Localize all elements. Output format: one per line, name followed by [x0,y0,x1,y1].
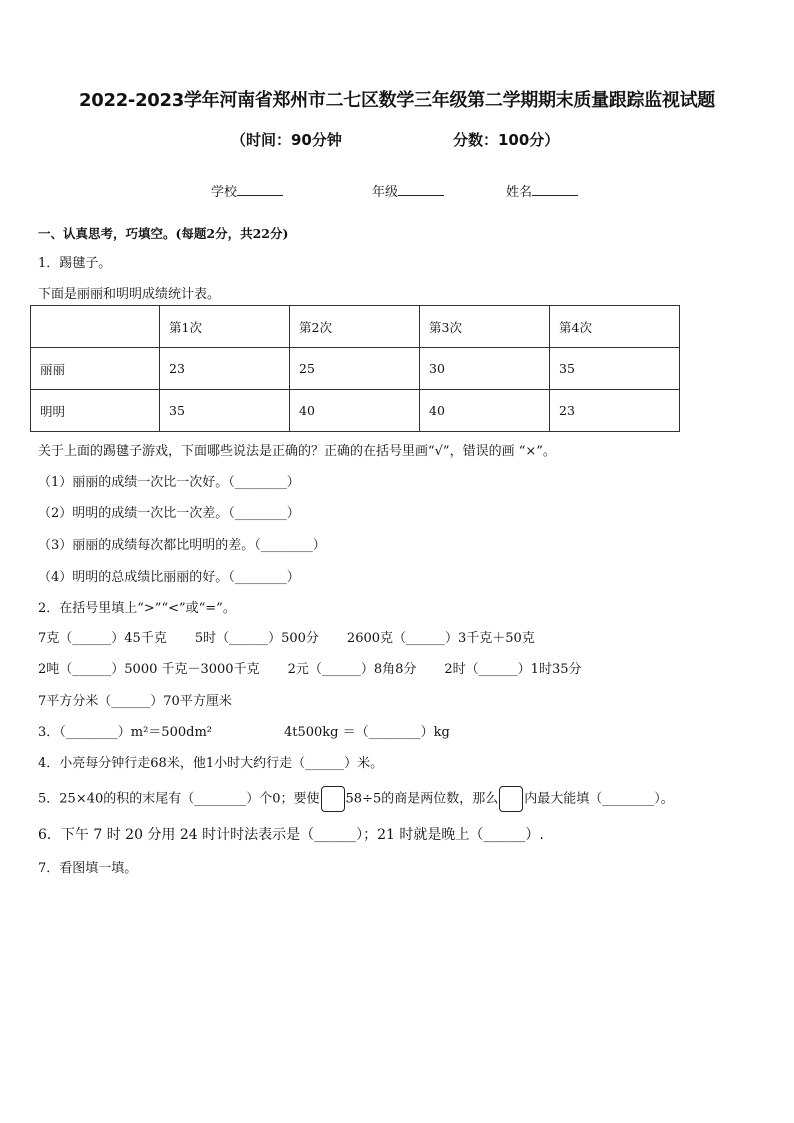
table-cell: 40 [290,390,420,432]
school-label: 学校 [211,185,238,200]
q2-title: 2．在括号里填上“>”“<”或“=”。 [38,601,236,616]
table-cell: 第4次 [550,306,680,348]
table-cell: 40 [420,390,550,432]
q1-item-1[interactable]: （1）丽丽的成绩一次比一次好。（________） [38,475,300,490]
q2-item[interactable]: 2时（______）1时35分 [444,662,582,677]
table-cell: 23 [550,390,680,432]
table-cell: 25 [290,348,420,390]
q2-item[interactable]: 7克（______）45千克 [38,631,167,646]
table-cell: 第1次 [160,306,290,348]
name-label: 姓名 [506,185,533,200]
time-limit: （时间：90分钟 [231,131,342,149]
q1-title: 1．踢毽子。 [38,256,112,271]
table-cell: 30 [420,348,550,390]
q1-item-2[interactable]: （2）明明的成绩一次比一次差。（________） [38,506,300,521]
total-score: 分数：100分） [453,131,560,149]
table-cell: 明明 [31,390,160,432]
exam-subtitle [0,129,794,151]
q2-item[interactable]: 2元（______）8角8分 [287,662,417,677]
q5 [38,786,674,812]
q5-part-b: 58÷5的商是两位数，那么 [345,791,499,807]
answer-box[interactable] [499,786,523,812]
grade-blank[interactable] [398,183,444,196]
table-row [31,390,680,432]
q6[interactable]: 6．下午 7 时 20 分用 24 时计时法表示是（______）；21 时就是晚上（______）. [38,827,544,843]
table-cell: 35 [550,348,680,390]
table-header-row [31,306,680,348]
school-field [211,181,283,200]
table-row [31,348,680,390]
name-blank[interactable] [532,183,578,196]
answer-box[interactable] [321,786,345,812]
q5-part-c[interactable]: 内最大能填（________）。 [524,791,674,807]
table-cell: 23 [160,348,290,390]
q1-item-4[interactable]: （4）明明的总成绩比丽丽的好。（________） [38,570,300,585]
q1-question: 关于上面的踢毽子游戏，下面哪些说法是正确的？正确的在括号里画“√”，错误的画 “×”。 [38,444,556,459]
q2-item[interactable]: 2吨（______）5000 千克－3000千克 [38,662,260,677]
q1-item-3[interactable]: （3）丽丽的成绩每次都比明明的差。（________） [38,538,326,553]
q2-row-3[interactable]: 7平方分米（______）70平方厘米 [38,694,232,709]
q5-part-a: 5．25×40的积的末尾有（________）个0；要使 [38,791,320,807]
table-cell: 第2次 [290,306,420,348]
q7: 7．看图填一填。 [38,861,138,876]
q3 [38,721,450,740]
section-1-heading: 一、认真思考，巧填空。(每题2分，共22分) [38,226,289,241]
table-cell: 35 [160,390,290,432]
name-field [506,181,578,200]
q2-item[interactable]: 5时（______）500分 [194,631,319,646]
q3-part-a[interactable]: 3．（________）m²＝500dm² [38,725,212,740]
q2-item[interactable]: 2600克（______）3千克＋50克 [346,631,535,646]
table-cell [31,306,160,348]
grade-label: 年级 [372,185,399,200]
table-cell: 丽丽 [31,348,160,390]
q1-intro: 下面是丽丽和明明成绩统计表。 [38,287,221,302]
q2-row-2 [38,658,582,677]
table-cell: 第3次 [420,306,550,348]
q3-part-b[interactable]: 4t500kg ＝（________）kg [283,725,450,740]
q4[interactable]: 4．小亮每分钟行走68米，他1小时大约行走（______）米。 [38,756,384,771]
grade-field [372,181,444,200]
score-table [30,305,680,432]
exam-title: 2022-2023学年河南省郑州市二七区数学三年级第二学期期末质量跟踪监视试题 [79,90,715,111]
q2-row-1 [38,627,535,646]
school-blank[interactable] [237,183,283,196]
student-info [0,181,794,201]
